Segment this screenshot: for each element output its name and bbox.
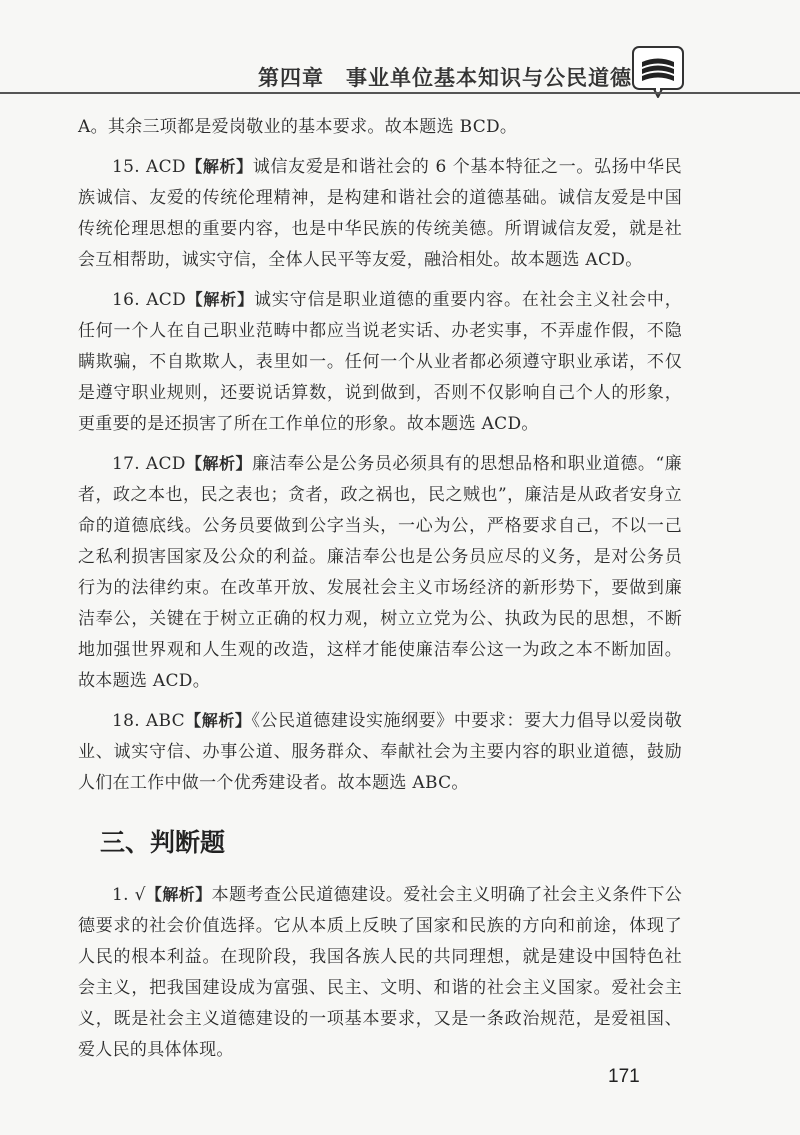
analysis-label: 【解析】 (184, 711, 252, 730)
answer-text: 诚实守信是职业道德的重要内容。在社会主义社会中，任何一个人在自己职业范畴中都应当说老实话、办老实事，不弄虚作假，不隐瞒欺骗，不自欺欺人，表里如一。任何一个从业者都必须遵守职业承诺，不仅是遵守职业规则，还要说话算数，说到做到，否则不仅影响自己个人的形象，更重要的是还损害了所在工作单位的形象。故本题选 ACD。 (78, 290, 682, 434)
answer-paragraph (78, 705, 682, 799)
section-title: 三、判断题 (100, 828, 226, 857)
answer-paragraph (78, 448, 682, 697)
answer-number: 18. ABC (112, 711, 185, 731)
intro-paragraph: A。其余三项都是爱岗敬业的基本要求。故本题选 BCD。 (78, 117, 518, 137)
page-content (78, 112, 682, 1074)
header-divider (0, 92, 800, 94)
analysis-label: 【解析】 (186, 290, 254, 309)
judgment-text: 本题考查公民道德建设。爱社会主义明确了社会主义条件下公德要求的社会价值选择。它从本质上反映了国家和民族的方向和前途，体现了人民的根本利益。在现阶段，我国各族人民的共同理想，就是建设中国特色社会主义，把我国建设成为富强、民主、文明、和谐的社会主义国家。爱社会主义，既是社会主义道德建设的一项基本要求，又是一条政治规范，是爱祖国、爱人民的具体体现。 (78, 885, 683, 1060)
answer-text: 《公民道德建设实施纲要》中要求：要大力倡导以爱岗敬业、诚实守信、办事公道、服务群众、奉献社会为主要内容的职业道德，鼓励人们在工作中做一个优秀建设者。故本题选 ABC。 (78, 711, 682, 793)
answer-paragraph (78, 284, 682, 440)
answer-paragraph (78, 151, 682, 276)
analysis-label: 【解析】 (185, 454, 253, 473)
page-header (0, 0, 800, 100)
analysis-label: 【解析】 (185, 157, 253, 176)
answer-number: 17. ACD (112, 454, 186, 474)
answer-text: 廉洁奉公是公务员必须具有的思想品格和职业道德。“廉者，政之本也，民之表也；贪者，政之祸也，民之贼也”，廉洁是从政者安身立命的道德底线。公务员要做到公字当头，一心为公，严格要求自己，不以一己之私利损害国家及公众的利益。廉洁奉公也是公务员应尽的义务，是对公务员行为的法律约束。在改革开放、发展社会主义市场经济的新形势下，要做到廉洁奉公，关键在于树立正确的权力观，树立立党为公、执政为民的思想，不断地加强世界观和人生观的改造，这样才能使廉洁奉公这一为政之本不断加固。故本题选 ACD。 (78, 454, 682, 691)
book-icon (632, 46, 684, 98)
answer-number: 15. ACD (112, 157, 186, 177)
judgment-paragraph (78, 879, 682, 1066)
answer-number: 16. ACD (112, 290, 187, 310)
analysis-label: 【解析】 (145, 885, 212, 904)
chapter-title: 第四章 事业单位基本知识与公民道德 (258, 66, 632, 90)
answer-text: 诚信友爱是和谐社会的 6 个基本特征之一。弘扬中华民族诚信、友爱的传统伦理精神，是构建和谐社会的道德基础。诚信友爱是中国传统伦理思想的重要内容，也是中华民族的传统美德。所谓诚信友爱，就是社会互相帮助，诚实守信，全体人民平等友爱，融洽相处。故本题选 ACD。 (78, 157, 682, 270)
judgment-number: 1. √ (112, 885, 146, 905)
page-number: 171 (608, 1066, 640, 1087)
